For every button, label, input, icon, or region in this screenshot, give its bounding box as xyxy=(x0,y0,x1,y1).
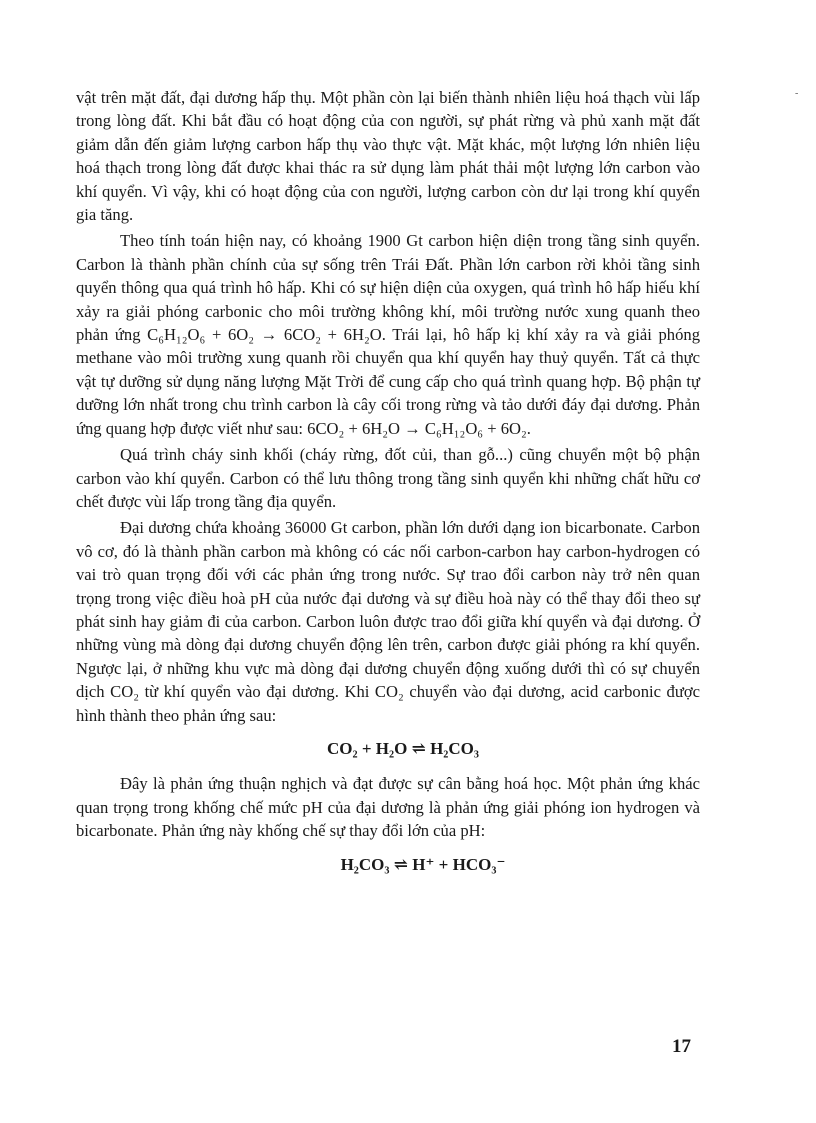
equation-bicarbonate: H₂CO₃ ⇌ H⁺ + HCO₃⁻ xyxy=(340,854,506,874)
paragraph-3: Quá trình cháy sinh khối (cháy rừng, đốt củi, than gỗ...) cũng chuyển một bộ phận carbon vào khí quyển. Carbon có thể lưu thông trong tầng sinh quyển khi những chất hữu cơ chết được vùi lấp trong tầng địa quyển. xyxy=(76,445,700,511)
paragraph-1: vật trên mặt đất, đại dương hấp thụ. Một phần còn lại biến thành nhiên liệu hoá thạch vùi lấp trong lòng đất. Khi bắt đầu có hoạt động của con người, sự phát rừng và phủ xanh mặt đất giảm dẫn đến giảm lượng carbon hấp thụ vào thực vật. Mặt khác, một lượng lớn nhiên liệu hoá thạch trong lòng đất được khai thác ra sử dụng làm phát thải một lượng lớn carbon vào khí quyển. Vì vậy, khi có hoạt động của con người, lượng carbon còn dư lại trong khí quyển gia tăng. xyxy=(76,88,700,225)
paragraph-4: Đại dương chứa khoảng 36000 Gt carbon, phần lớn dưới dạng ion bicarbonate. Carbon vô cơ, đó là thành phần carbon mà không có các nối carbon-carbon hay carbon-hydrogen có vai trò quan trọng đối với các phản ứng trong nước. Sự trao đổi carbon này trở nên quan trọng trong việc điều hoà pH của nước đại dương và sự điều hoà này có thể thay đổi theo sự phát sinh hay giảm đi của carbon. Carbon luôn được trao đổi giữa khí quyển và đại dương. Ở những vùng mà dòng đại dương chuyển động lên trên, carbon được giải phóng ra khí quyển. Ngược lại, ở những khu vực mà dòng đại dương chuyển động xuống dưới thì có sự chuyển dịch CO₂ từ khí quyển vào đại dương. Khi CO₂ chuyển vào đại dương, acid carbonic được hình thành theo phản ứng sau: xyxy=(76,518,700,725)
paragraph-2: Theo tính toán hiện nay, có khoảng 1900 Gt carbon hiện diện trong tầng sinh quyển. Carbon là thành phần chính của sự sống trên Trái Đất. Phần lớn carbon rời khỏi tầng sinh quyển thông qua quá trình hô hấp. Khi có sự hiện diện của oxygen, quá trình hô hấp hiếu khí xảy ra giải phóng carbonic cho môi trường không khí, môi trường nước xung quanh theo phản ứng C₆H₁₂O₆ + 6O₂ → 6CO₂ + 6H₂O. Trái lại, hô hấp kị khí xảy ra và giải phóng methane vào môi trường xung quanh rồi chuyển qua khí quyển hay thuỷ quyển. Tất cả thực vật tự dưỡng sử dụng năng lượng Mặt Trời để cung cấp cho quá trình quang hợp. Bộ phận tự dưỡng lớn nhất trong chu trình carbon là cây cối trong rừng và tảo dưới đáy đại dương. Phản ứng quang hợp được viết như sau: 6CO₂ + 6H₂O → C₆H₁₂O₆ + 6O₂. xyxy=(76,231,700,438)
paragraph-5: Đây là phản ứng thuận nghịch và đạt được sự cân bằng hoá học. Một phản ứng khác quan trọng trong khống chế mức pH của đại dương là phản ứng giải phóng ion hydrogen và bicarbonate. Phản ứng này khống chế sự thay đổi lớn của pH: xyxy=(76,774,700,841)
page-number: 17 xyxy=(672,1036,691,1057)
corner-mark: - xyxy=(795,88,799,99)
document-body xyxy=(76,86,700,888)
equation-carbonic-acid: CO₂ + H₂O ⇌ H₂CO₃ xyxy=(327,738,479,758)
